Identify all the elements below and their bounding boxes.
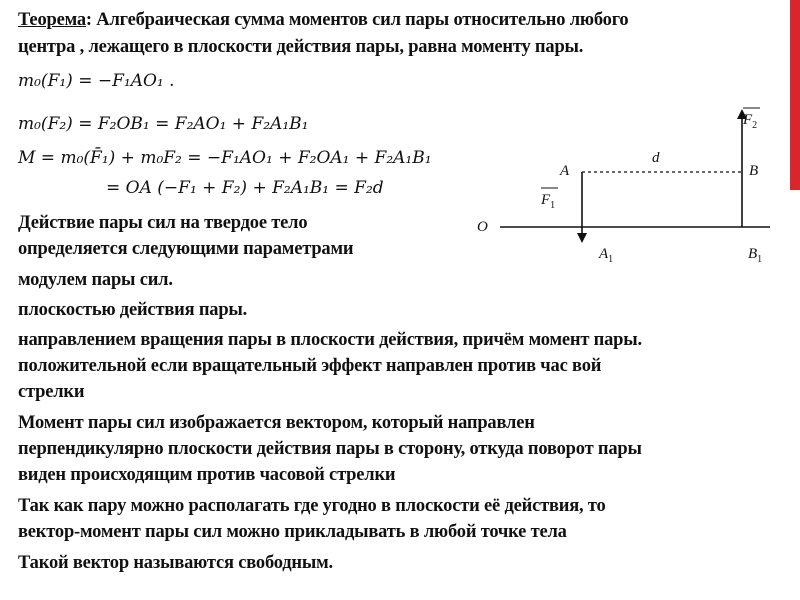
body-line-8: Момент пары сил изображается вектором, который направлен	[18, 413, 535, 433]
body-line-2: определяется следующими параметрами	[18, 239, 354, 259]
formula-total-moment: M = m₀(F̄₁) + m₀F₂ = −F₁AO₁ + F₂OA₁ + F₂A₁B₁	[18, 148, 432, 168]
body-line-11: Так как пару можно располагать где угодно в плоскости её действия, то	[18, 496, 606, 516]
theorem-line-2: центра , лежащего в плоскости действия пары, равна моменту пары.	[18, 37, 584, 57]
body-line-9: перпендикулярно плоскости действия пары в сторону, откуда поворот пары	[18, 439, 642, 459]
label-b: B	[749, 163, 759, 179]
label-b1: $B_1$	[748, 246, 763, 265]
body-line-10: виден происходящим против часовой стрелки	[18, 465, 396, 485]
formula-moment-f2: m₀(F₂) = F₂OB₁ = F₂AO₁ + F₂A₁B₁	[18, 114, 309, 134]
theorem-text: : Алгебраическая сумма моментов сил пары относительно любого	[85, 10, 629, 30]
label-f1: $F_1$	[541, 192, 556, 211]
body-line-13: Такой вектор называются свободным.	[18, 553, 333, 573]
body-line-4: плоскостью действия пары.	[18, 300, 248, 320]
label-a: A	[560, 163, 570, 179]
body-line-12: вектор-момент пары сил можно прикладывать в любой точке тела	[18, 522, 567, 542]
body-line-3: модулем пары сил.	[18, 270, 173, 290]
label-o: O	[477, 219, 488, 235]
formula-moment-f1: m₀(F₁) = −F₁AO₁ .	[18, 71, 175, 91]
label-a1: $A_1$	[599, 246, 614, 265]
label-d: d	[652, 150, 660, 166]
theorem-label: Теорема	[18, 10, 86, 30]
body-line-1: Действие пары сил на твердое тело	[18, 213, 308, 233]
label-f2: $F_2$	[743, 112, 758, 131]
body-line-5: направлением вращения пары в плоскости действия, причём момент пары.	[18, 330, 642, 350]
body-line-7: стрелки	[18, 382, 85, 402]
formula-result: = OA (−F₁ + F₂) + F₂A₁B₁ = F₂d	[106, 178, 384, 198]
body-line-6: положительной если вращательный эффект направлен против час вой	[18, 356, 602, 376]
